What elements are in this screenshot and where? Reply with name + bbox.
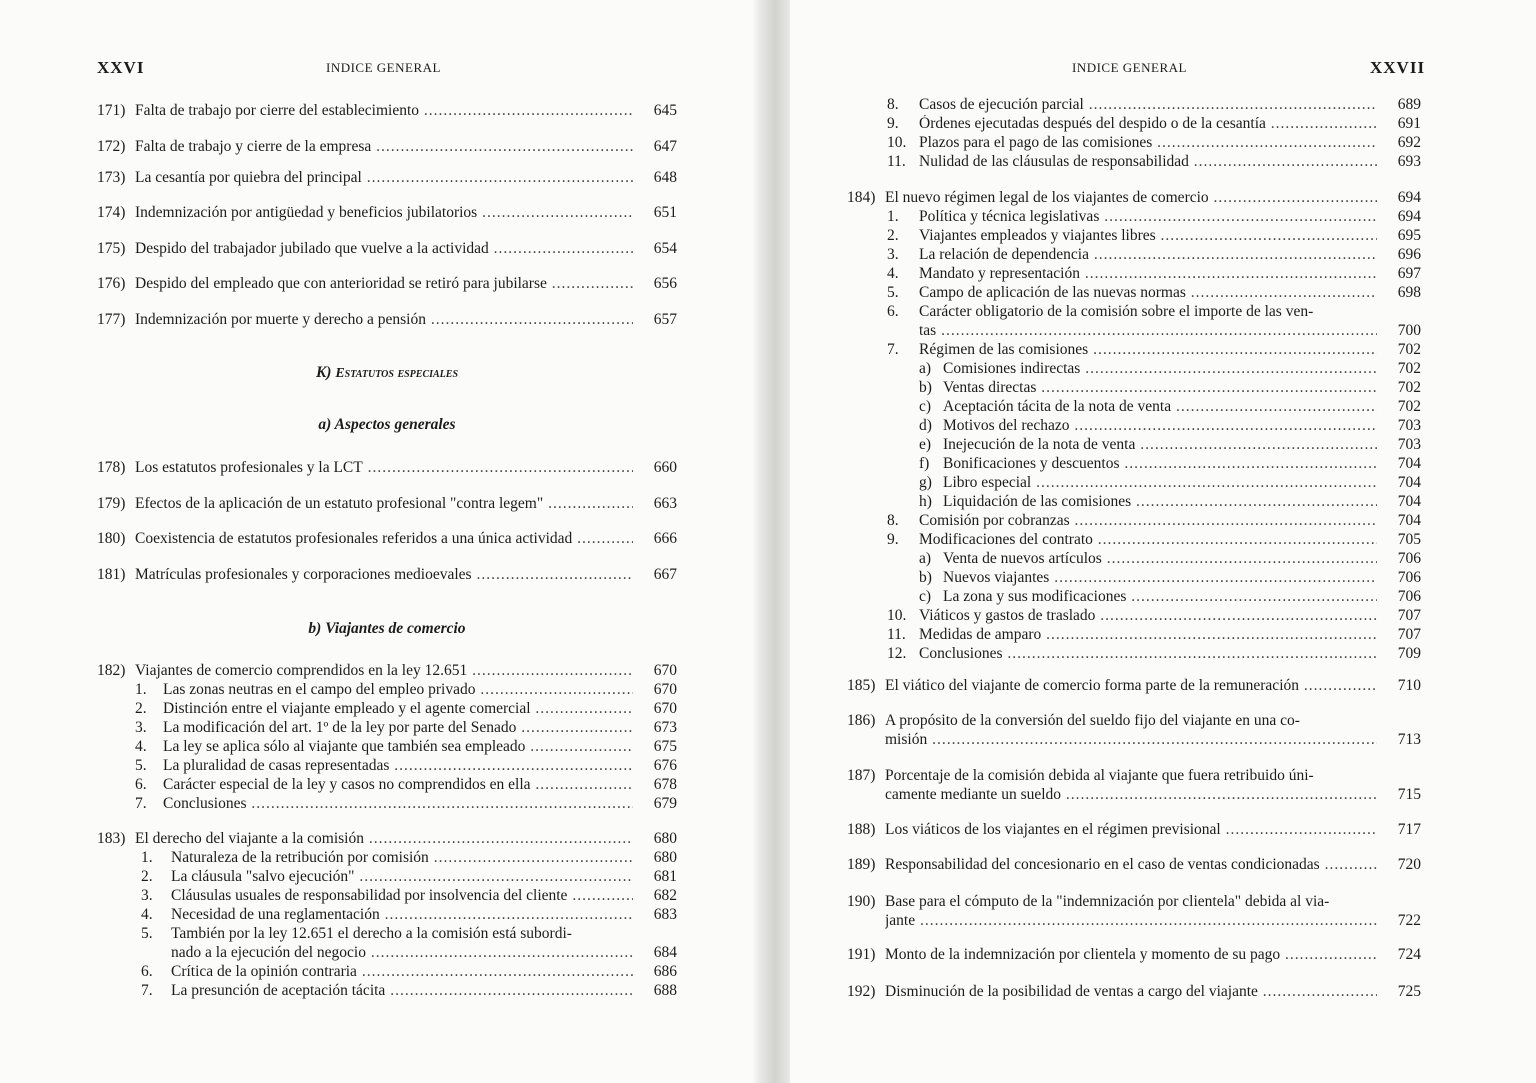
entry-number: 3. [141,887,153,904]
entry-page: 702 [1397,341,1421,358]
page-number: XXVII [1370,58,1426,77]
entry-number: 173) [97,169,126,186]
entry-title: Casos de ejecución parcial ..... [919,96,1377,114]
entry-title: Liquidación de las comisiones ..... [943,493,1377,511]
entry-number: 10. [887,607,907,624]
entry-number: 10. [887,134,907,151]
entry-number: g) [919,474,932,491]
entry-page: 689 [1397,96,1421,113]
entry-title: Viáticos y gastos de traslado ..... [919,607,1377,625]
entry-title: Modificaciones del contrato ..... [919,531,1377,549]
entry-title: Comisión por cobranzas ..... [919,512,1377,530]
entry-number: 7. [135,795,147,812]
entry-title: tas ..... [919,322,1377,340]
entry-number: 8. [887,512,899,529]
entry-title: La relación de dependencia ..... [919,246,1377,264]
entry-title: Ventas directas ..... [943,379,1377,397]
entry-page: 703 [1397,436,1421,453]
entry-title: Aceptación tácita de la nota de venta ..... [943,398,1377,416]
entry-number: 184) [847,189,876,206]
entry-page: 706 [1397,550,1421,567]
entry-title: La cláusula "salvo ejecución" ..... [171,868,633,886]
entry-page: 678 [653,776,677,793]
entry-page: 725 [1397,983,1421,1000]
entry-number: 2. [141,868,153,885]
entry-title: El derecho del viajante a la comisión ..... [135,830,633,848]
entry-page: 647 [653,138,677,155]
entry-number: 2. [887,227,899,244]
entry-title: Conclusiones ..... [163,795,633,813]
entry-page: 670 [653,662,677,679]
entry-number: 185) [847,677,876,694]
entry-number: 189) [847,856,876,873]
entry-number: 6. [141,963,153,980]
entry-page: 706 [1397,569,1421,586]
entry-page: 702 [1397,360,1421,377]
entry-title: Comisiones indirectas ..... [943,360,1377,378]
entry-page: 704 [1397,474,1421,491]
entry-number: 180) [97,530,126,547]
entry-title: Porcentaje de la comisión debida al viajante que fuera retribuido úni- [885,767,1314,784]
entry-title: Necesidad de una reglamentación ..... [171,906,633,924]
entry-title: Nulidad de las cláusulas de responsabilidad ..... [919,153,1377,171]
entry-page: 670 [653,700,677,717]
entry-page: 704 [1397,493,1421,510]
entry-page: 680 [653,849,677,866]
entry-page: 700 [1397,322,1421,339]
entry-number: 182) [97,662,126,679]
entry-page: 645 [653,102,677,119]
entry-page: 713 [1397,731,1421,748]
entry-title: Disminución de la posibilidad de ventas a cargo del viajante ..... [885,983,1377,1001]
entry-title: Naturaleza de la retribución por comisión ..... [171,849,633,867]
entry-page: 670 [653,681,677,698]
entry-number: 7. [141,982,153,999]
entry-title: Plazos para el pago de las comisiones ..... [919,134,1377,152]
entry-title: Conclusiones ..... [919,645,1377,663]
entry-page: 666 [653,530,677,547]
entry-page: 667 [653,566,677,583]
entry-title: La pluralidad de casas representadas ..... [163,757,633,775]
entry-page: 705 [1397,531,1421,548]
entry-number: 2. [135,700,147,717]
entry-title: Distinción entre el viajante empleado y el agente comercial ..... [163,700,633,718]
entry-title: A propósito de la conversión del sueldo fijo del viajante en una co- [885,712,1300,729]
subsection-heading-a: a) Aspectos generales [318,416,456,433]
entry-page: 692 [1397,134,1421,151]
entry-number: 177) [97,311,126,328]
entry-title: Matrículas profesionales y corporaciones medioevales ..... [135,566,633,584]
entry-title: También por la ley 12.651 el derecho a la comisión está subordi- [171,925,572,942]
entry-title: Indemnización por antigüedad y beneficios jubilatorios ..... [135,204,633,222]
entry-number: 9. [887,115,899,132]
entry-title: Cláusulas usuales de responsabilidad por insolvencia del cliente ..... [171,887,633,905]
entry-title: camente mediante un sueldo ..... [885,786,1377,804]
entry-title: Despido del empleado que con anterioridad se retiró para jubilarse ..... [135,275,633,293]
entry-page: 693 [1397,153,1421,170]
entry-title: La zona y sus modificaciones ..... [943,588,1377,606]
entry-page: 707 [1397,626,1421,643]
entry-title: Coexistencia de estatutos profesionales referidos a una única actividad ..... [135,530,633,548]
page-number: XXVI [97,58,145,77]
entry-number: 190) [847,893,876,910]
entry-number: e) [919,436,932,453]
entry-page: 682 [653,887,677,904]
running-header: INDICE GENERAL [1072,60,1187,75]
entry-number: c) [919,398,932,415]
entry-title: Efectos de la aplicación de un estatuto profesional "contra legem" ..... [135,495,633,513]
entry-number: 8. [887,96,899,113]
entry-page: 722 [1397,912,1421,929]
entry-number: b) [919,379,932,396]
entry-page: 654 [653,240,677,257]
entry-title: misión ..... [885,731,1377,749]
entry-page: 683 [653,906,677,923]
entry-number: 174) [97,204,126,221]
entry-number: 5. [887,284,899,301]
entry-number: h) [919,493,932,510]
entry-title: Bonificaciones y descuentos ..... [943,455,1377,473]
section-heading-k: K) Estatutos especiales [315,364,459,381]
entry-title: Indemnización por muerte y derecho a pensión ..... [135,311,633,329]
entry-page: 660 [653,459,677,476]
entry-number: 4. [887,265,899,282]
entry-number: 4. [141,906,153,923]
entry-page: 703 [1397,417,1421,434]
entry-number: 1. [141,849,153,866]
entry-page: 698 [1397,284,1421,301]
entry-title: jante ..... [885,912,1377,930]
entry-page: 675 [653,738,677,755]
entry-title: Despido del trabajador jubilado que vuelve a la actividad ..... [135,240,633,258]
entry-title: Carácter especial de la ley y casos no comprendidos en ella ..... [163,776,633,794]
entry-title: Viajantes de comercio comprendidos en la ley 12.651 ..... [135,662,633,680]
entry-page: 694 [1397,208,1421,225]
entry-page: 695 [1397,227,1421,244]
entry-number: 181) [97,566,126,583]
entry-number: 1. [887,208,899,225]
entry-number: 172) [97,138,126,155]
entry-number: 3. [887,246,899,263]
entry-page: 724 [1397,946,1421,963]
entry-title: Mandato y representación ..... [919,265,1377,283]
entry-title: Nuevos viajantes ..... [943,569,1377,587]
entry-number: 6. [887,303,899,320]
entry-number: 1. [135,681,147,698]
entry-title: Falta de trabajo y cierre de la empresa ..... [135,138,633,156]
entry-page: 704 [1397,455,1421,472]
entry-number: 11. [887,153,906,170]
entry-number: d) [919,417,932,434]
entry-number: 6. [135,776,147,793]
entry-page: 684 [653,944,677,961]
entry-number: b) [919,569,932,586]
entry-title: Inejecución de la nota de venta ..... [943,436,1377,454]
entry-page: 709 [1397,645,1421,662]
entry-page: 673 [653,719,677,736]
entry-title: Falta de trabajo por cierre del establecimiento ..... [135,102,633,120]
entry-title: El nuevo régimen legal de los viajantes de comercio ..... [885,189,1377,207]
entry-page: 697 [1397,265,1421,282]
entry-number: 5. [135,757,147,774]
entry-title: Base para el cómputo de la "indemnización por clientela" debida al via- [885,893,1330,910]
entry-number: 7. [887,341,899,358]
entry-title: Medidas de amparo ..... [919,626,1377,644]
entry-title: Carácter obligatorio de la comisión sobre el importe de las ven- [919,303,1314,320]
entry-title: Monto de la indemnización por clientela y momento de su pago ..... [885,946,1377,964]
entry-number: 188) [847,821,876,838]
entry-page: 696 [1397,246,1421,263]
entry-number: 9. [887,531,899,548]
entry-page: 704 [1397,512,1421,529]
entry-number: 176) [97,275,126,292]
entry-title: Los viáticos de los viajantes en el régimen previsional ..... [885,821,1377,839]
entry-title: La modificación del art. 1º de la ley por parte del Senado ..... [163,719,633,737]
entry-page: 686 [653,963,677,980]
entry-number: 3. [135,719,147,736]
entry-number: c) [919,588,932,605]
entry-title: Los estatutos profesionales y la LCT ..... [135,459,633,477]
entry-number: 191) [847,946,876,963]
entry-title: Venta de nuevos artículos ..... [943,550,1377,568]
entry-page: 688 [653,982,677,999]
entry-title: La presunción de aceptación tácita ..... [171,982,633,1000]
entry-page: 717 [1397,821,1421,838]
entry-title: Libro especial ..... [943,474,1377,492]
entry-page: 648 [653,169,677,186]
entry-number: a) [919,550,932,567]
running-header: INDICE GENERAL [326,60,441,75]
entry-title: Órdenes ejecutadas después del despido o de la cesantía ..... [919,115,1377,133]
entry-number: 11. [887,626,906,643]
entry-title: Política y técnica legislativas ..... [919,208,1377,226]
entry-page: 679 [653,795,677,812]
entry-title: Crítica de la opinión contraria ..... [171,963,633,981]
entry-title: Motivos del rechazo ..... [943,417,1377,435]
entry-number: 175) [97,240,126,257]
right-page [790,0,1536,1083]
entry-title: nado a la ejecución del negocio ..... [171,944,633,962]
entry-number: f) [919,455,930,472]
entry-page: 702 [1397,398,1421,415]
entry-number: 171) [97,102,126,119]
entry-number: 12. [887,645,907,662]
entry-page: 720 [1397,856,1421,873]
left-page [0,0,760,1083]
entry-title: Las zonas neutras en el campo del empleo privado ..... [163,681,633,699]
entry-title: El viático del viajante de comercio forma parte de la remuneración ..... [885,677,1377,695]
entry-page: 663 [653,495,677,512]
entry-page: 691 [1397,115,1421,132]
entry-number: 192) [847,983,876,1000]
entry-title: Campo de aplicación de las nuevas normas ..... [919,284,1377,302]
entry-page: 715 [1397,786,1421,803]
entry-page: 694 [1397,189,1421,206]
entry-page: 710 [1397,677,1421,694]
entry-page: 657 [653,311,677,328]
entry-number: a) [919,360,932,377]
entry-number: 178) [97,459,126,476]
entry-page: 707 [1397,607,1421,624]
entry-page: 706 [1397,588,1421,605]
entry-number: 4. [135,738,147,755]
subsection-heading-b: b) Viajantes de comercio [308,620,466,637]
entry-number: 187) [847,767,876,784]
entry-title: La ley se aplica sólo al viajante que también sea empleado ..... [163,738,633,756]
entry-page: 702 [1397,379,1421,396]
entry-page: 651 [653,204,677,221]
entry-page: 656 [653,275,677,292]
entry-number: 5. [141,925,153,942]
entry-title: La cesantía por quiebra del principal ..... [135,169,633,187]
entry-number: 183) [97,830,126,847]
entry-page: 680 [653,830,677,847]
entry-page: 676 [653,757,677,774]
entry-title: Régimen de las comisiones ..... [919,341,1377,359]
entry-title: Viajantes empleados y viajantes libres ..... [919,227,1377,245]
entry-page: 681 [653,868,677,885]
entry-number: 186) [847,712,876,729]
entry-title: Responsabilidad del concesionario en el caso de ventas condicionadas ..... [885,856,1377,874]
entry-number: 179) [97,495,126,512]
